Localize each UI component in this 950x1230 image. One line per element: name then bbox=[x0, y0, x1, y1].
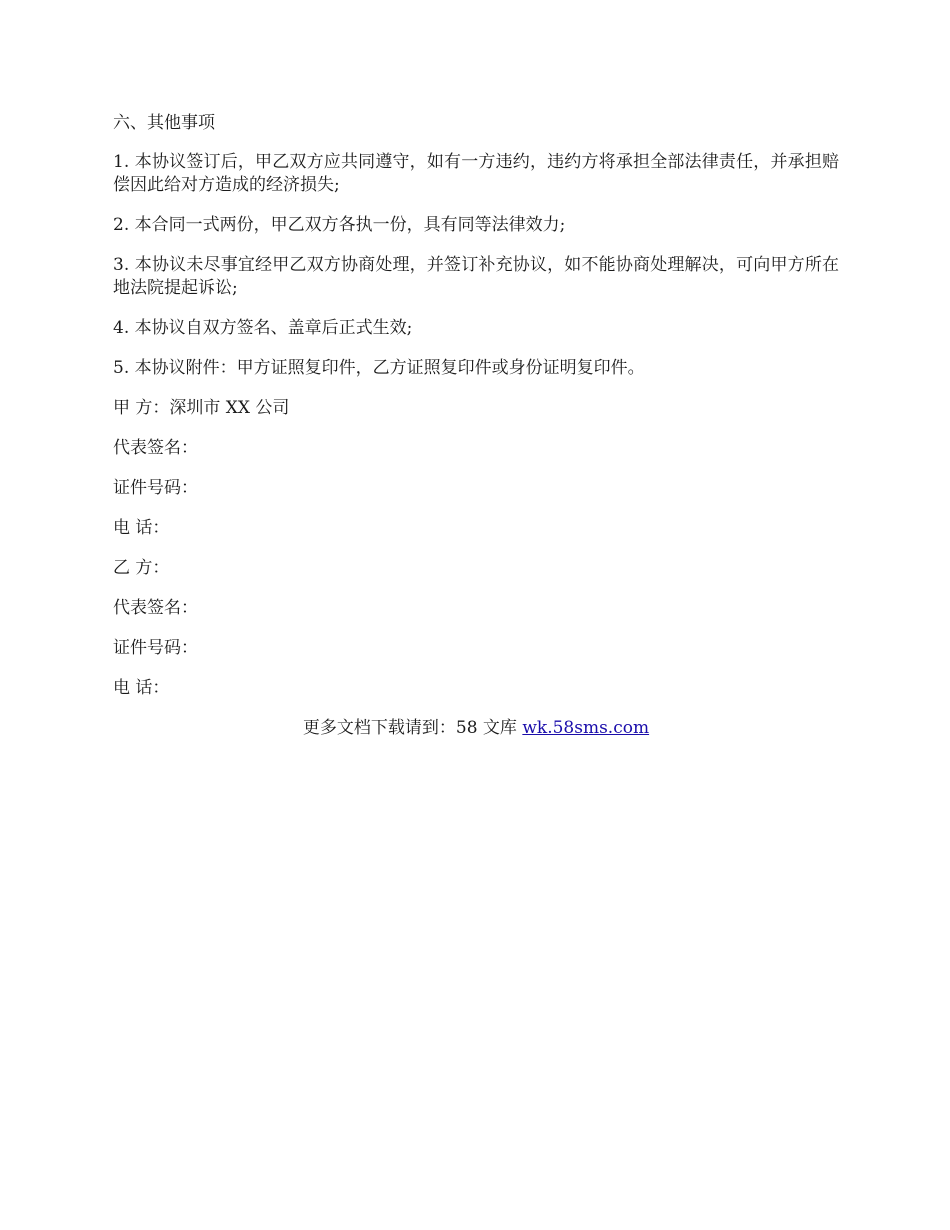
party-a-rep-signature: 代表签名： bbox=[113, 438, 198, 458]
clause-3: 3. 本协议未尽事宜经甲乙双方协商处理，并签订补充协议，如不能协商处理解决，可向甲方所在地法院提起诉讼; bbox=[113, 255, 839, 298]
clause-4: 4. 本协议自双方签名、盖章后正式生效; bbox=[113, 318, 413, 338]
footer-link[interactable]: wk.58sms.com bbox=[522, 718, 650, 738]
party-a-label: 甲 方：深圳市 XX 公司 bbox=[113, 398, 290, 418]
party-a-phone: 电 话： bbox=[113, 518, 170, 538]
clause-5: 5. 本协议附件：甲方证照复印件，乙方证照复印件或身份证明复印件。 bbox=[113, 358, 645, 378]
party-b-rep-signature: 代表签名： bbox=[113, 598, 198, 618]
party-b-id-number: 证件号码： bbox=[113, 638, 198, 658]
document-page bbox=[113, 112, 839, 740]
party-b-label: 乙 方： bbox=[113, 558, 170, 578]
party-b-phone: 电 话： bbox=[113, 678, 170, 698]
party-a-id-number: 证件号码： bbox=[113, 478, 198, 498]
footer-text: 更多文档下载请到：58 文库 bbox=[302, 718, 523, 738]
section-heading: 六、其他事项 bbox=[113, 113, 215, 133]
clause-1: 1. 本协议签订后，甲乙双方应共同遵守，如有一方违约，违约方将承担全部法律责任，并承担赔偿因此给对方造成的经济损失; bbox=[113, 152, 839, 195]
clause-2: 2. 本合同一式两份，甲乙双方各执一份，具有同等法律效力; bbox=[113, 215, 566, 235]
footer bbox=[113, 717, 839, 740]
